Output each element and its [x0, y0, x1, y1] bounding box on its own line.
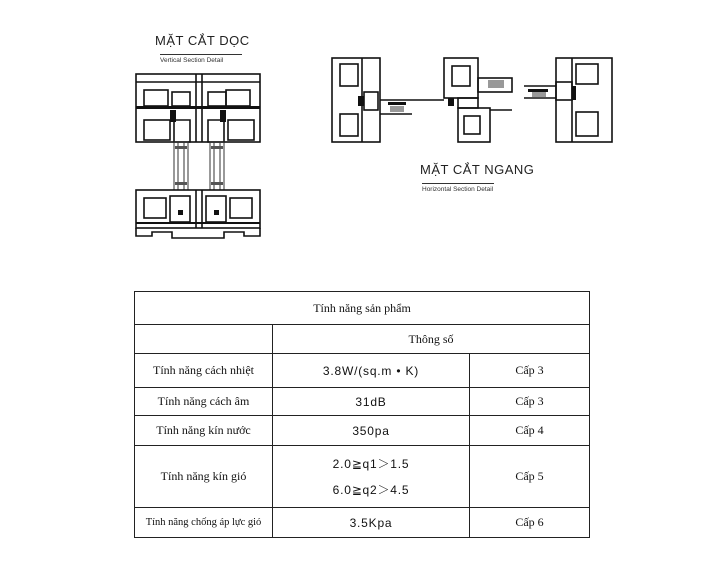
row-label: Tính năng cách nhiệt [135, 354, 273, 388]
row-value: 3.8W/(sq.m • K) [273, 354, 470, 388]
table-row [135, 446, 590, 508]
vertical-section-subtitle: Vertical Section Detail [160, 54, 242, 64]
table-row [135, 508, 590, 538]
row-level: Cấp 6 [470, 508, 590, 538]
row-label: Tính năng kín nước [135, 416, 273, 446]
table-title: Tính năng sản phẩm [135, 292, 590, 325]
table-header-blank [135, 325, 273, 354]
param-header: Thông số [273, 325, 590, 354]
row-label: Tính năng cách âm [135, 388, 273, 416]
product-features-table [134, 291, 590, 538]
row-value: 3.5Kpa [273, 508, 470, 538]
row-level: Cấp 3 [470, 354, 590, 388]
row-value-line-2: 6.0≧q2＞4.5 [332, 482, 410, 497]
horizontal-section-subtitle: Horizontal Section Detail [422, 183, 494, 193]
table-row [135, 354, 590, 388]
row-level: Cấp 5 [470, 446, 590, 508]
row-value: 31dB [273, 388, 470, 416]
table-row [135, 388, 590, 416]
vertical-section-title: MẶT CẮT DỌC [155, 33, 250, 48]
row-level: Cấp 3 [470, 388, 590, 416]
row-value-line-1: 2.0≧q1＞1.5 [332, 456, 410, 471]
table-row [135, 416, 590, 446]
row-value: 350pa [273, 416, 470, 446]
vertical-section-drawing [130, 70, 265, 240]
row-label: Tính năng kín gió [135, 446, 273, 508]
horizontal-section-drawing [328, 52, 618, 152]
row-level: Cấp 4 [470, 416, 590, 446]
horizontal-section-title: MẶT CẮT NGANG [420, 162, 535, 177]
row-value [273, 446, 470, 508]
row-label: Tính năng chống áp lực gió [135, 508, 273, 538]
